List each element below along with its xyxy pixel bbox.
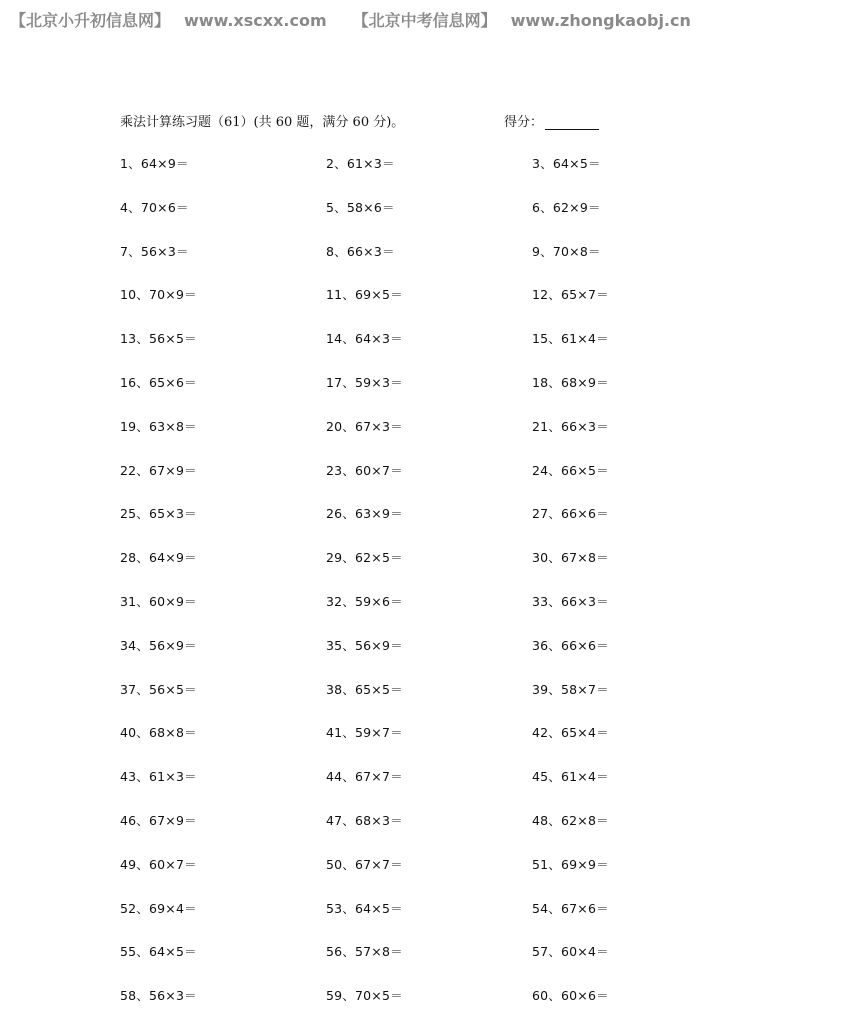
- problem-item: 3、64×5＝: [532, 156, 601, 171]
- problem-item: 58、56×3＝: [120, 988, 197, 1004]
- problem-item: 46、67×9＝: [120, 813, 197, 828]
- problem-item: 4、70×6＝: [120, 199, 189, 215]
- problem-item: 29、62×5＝: [326, 550, 403, 566]
- problem-item: 40、68×8＝: [120, 725, 197, 741]
- problem-item: 12、65×7＝: [532, 287, 609, 303]
- problem-item: 44、67×7＝: [326, 769, 403, 785]
- problem-item: 50、67×7＝: [326, 856, 403, 872]
- problem-item: 52、69×4＝: [120, 900, 197, 916]
- problem-item: 32、59×6＝: [326, 594, 403, 609]
- problem-item: 1、64×9＝: [120, 156, 189, 171]
- problem-item: 57、60×4＝: [532, 944, 609, 960]
- problem-item: 19、63×8＝: [120, 418, 197, 434]
- site2-url[interactable]: www.zhongkaobj.cn: [510, 11, 691, 30]
- problem-item: 36、66×6＝: [532, 637, 609, 653]
- problem-item: 11、69×5＝: [326, 287, 403, 303]
- problem-item: 37、56×5＝: [120, 681, 197, 697]
- problem-item: 59、70×5＝: [326, 988, 403, 1004]
- problem-item: 21、66×3＝: [532, 418, 609, 434]
- problem-item: 7、56×3＝: [120, 243, 189, 259]
- problem-item: 55、64×5＝: [120, 944, 197, 960]
- score-label: 得分：: [504, 115, 544, 130]
- problem-item: 45、61×4＝: [532, 769, 609, 785]
- problem-item: 20、67×3＝: [326, 418, 403, 434]
- score-blank[interactable]: [545, 115, 599, 130]
- problem-item: 13、56×5＝: [120, 331, 197, 347]
- problem-item: 47、68×3＝: [326, 813, 403, 828]
- problem-item: 38、65×5＝: [326, 681, 403, 697]
- problem-item: 5、58×6＝: [326, 199, 395, 215]
- problem-item: 14、64×3＝: [326, 331, 403, 347]
- problem-item: 51、69×9＝: [532, 856, 609, 872]
- problem-item: 42、65×4＝: [532, 725, 609, 741]
- problem-item: 10、70×9＝: [120, 287, 197, 303]
- problem-item: 9、70×8＝: [532, 243, 601, 259]
- site-header: [10, 8, 691, 31]
- problem-item: 17、59×3＝: [326, 375, 403, 390]
- problem-item: 60、60×6＝: [532, 988, 609, 1004]
- problem-item: 18、68×9＝: [532, 375, 609, 390]
- problem-item: 35、56×9＝: [326, 637, 403, 653]
- problem-item: 23、60×7＝: [326, 462, 403, 478]
- problem-item: 25、65×3＝: [120, 506, 197, 522]
- problem-item: 8、66×3＝: [326, 243, 395, 259]
- problem-item: 43、61×3＝: [120, 769, 197, 785]
- problem-item: 16、65×6＝: [120, 375, 197, 390]
- problem-item: 15、61×4＝: [532, 331, 609, 347]
- worksheet-title: 乘法计算练习题（61）(共 60 题，满分 60 分)。: [120, 115, 405, 130]
- problem-item: 31、60×9＝: [120, 594, 197, 609]
- problem-item: 33、66×3＝: [532, 594, 609, 609]
- problem-item: 34、56×9＝: [120, 637, 197, 653]
- problem-item: 22、67×9＝: [120, 462, 197, 478]
- site1-name: 【北京小升初信息网】: [10, 11, 171, 30]
- score-field: [504, 111, 599, 130]
- problem-item: 27、66×6＝: [532, 506, 609, 522]
- problem-item: 53、64×5＝: [326, 900, 403, 916]
- problem-item: 41、59×7＝: [326, 725, 403, 741]
- problem-item: 6、62×9＝: [532, 199, 601, 215]
- problem-item: 56、57×8＝: [326, 944, 403, 960]
- problem-item: 28、64×9＝: [120, 550, 197, 566]
- problem-item: 48、62×8＝: [532, 813, 609, 828]
- problem-item: 2、61×3＝: [326, 156, 395, 171]
- problem-item: 54、67×6＝: [532, 900, 609, 916]
- worksheet-title-row: [120, 111, 620, 131]
- problem-item: 24、66×5＝: [532, 462, 609, 478]
- site2-name: 【北京中考信息网】: [352, 11, 497, 30]
- problem-item: 26、63×9＝: [326, 506, 403, 522]
- problem-item: 49、60×7＝: [120, 856, 197, 872]
- site1-url[interactable]: www.xscxx.com: [184, 11, 327, 30]
- problem-item: 30、67×8＝: [532, 550, 609, 566]
- problem-item: 39、58×7＝: [532, 681, 609, 697]
